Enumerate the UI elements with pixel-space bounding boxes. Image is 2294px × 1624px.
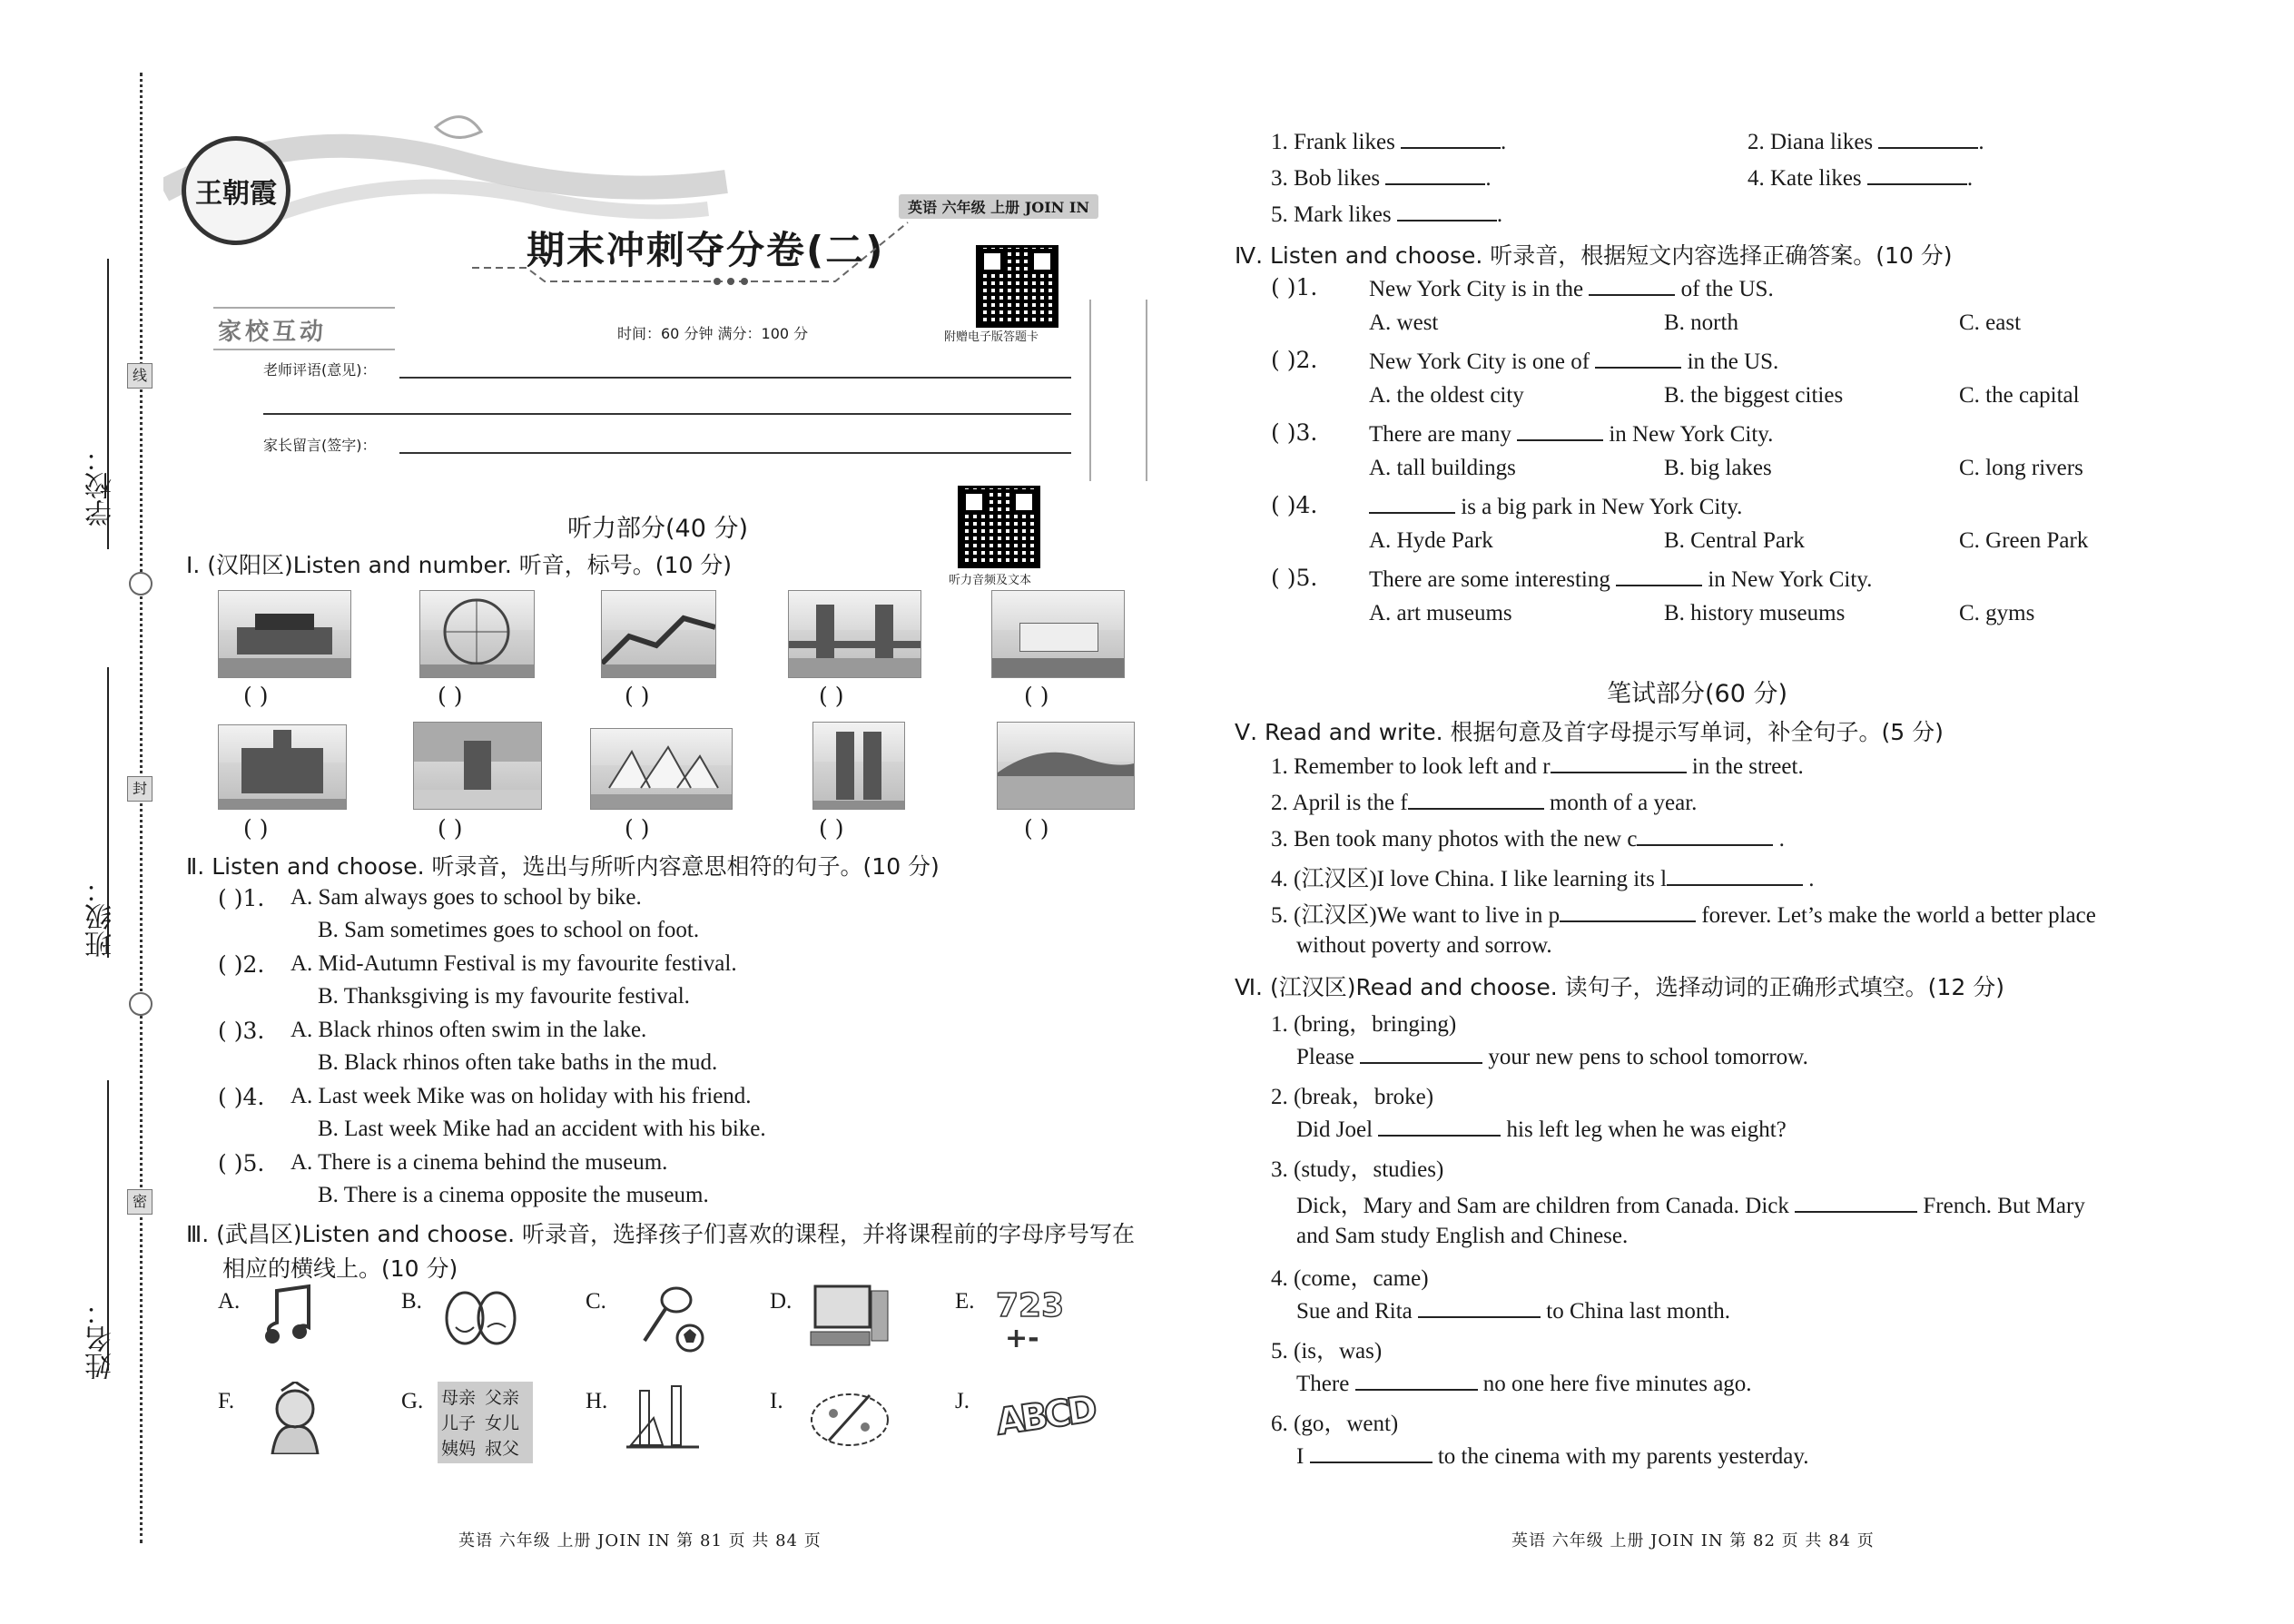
fill-sentence — [1296, 1042, 1808, 1070]
binding-hole — [129, 572, 153, 595]
answer-paren[interactable]: ( ) — [625, 815, 650, 842]
chinese-word: 女儿 — [485, 1413, 520, 1433]
answer-end: . — [1966, 166, 1974, 191]
answer-blank[interactable] — [1369, 492, 1455, 514]
answer-line — [1271, 127, 1506, 155]
answer-paren[interactable]: ( ) — [1024, 815, 1049, 842]
binding-tag: 封 — [127, 776, 153, 802]
sentence-start: 1. Remember to look left and r — [1271, 754, 1551, 779]
svg-text:+-: +- — [1005, 1323, 1039, 1354]
choice-number[interactable]: ( )5. — [218, 1150, 265, 1176]
verb-options: 3. (study，studies) — [1271, 1157, 1444, 1182]
answer-paren[interactable]: ( ) — [438, 815, 463, 842]
sentence-start: 3. Ben took many photos with the new c — [1271, 827, 1638, 851]
answer-label: 4. Kate likes — [1748, 166, 1862, 191]
faces-icon — [438, 1282, 525, 1354]
binding-tag: 密 — [127, 1189, 153, 1215]
sentence-end: . — [1808, 867, 1815, 891]
question-part: There are some interesting — [1369, 567, 1610, 592]
answer-blank[interactable] — [1355, 1369, 1478, 1391]
option-b: B. Black rhinos often take baths in the mud. — [318, 1050, 718, 1075]
chinese-word: 姨妈 — [441, 1439, 477, 1459]
option-letter: A. — [218, 1289, 241, 1314]
question-part: New York City is in the — [1369, 277, 1584, 301]
sentence-end: . — [1778, 827, 1785, 851]
option-c: C. long rivers — [1959, 456, 2083, 480]
chinese-word: 父亲 — [485, 1388, 520, 1408]
verb-options: 6. (go，went) — [1271, 1412, 1399, 1436]
fill-sentence-continued: without poverty and sorrow. — [1296, 933, 1552, 958]
section-3-title-line2: 相应的横线上。(10 分) — [222, 1255, 458, 1282]
option-a: A. west — [1369, 310, 1439, 335]
teacher-comment-label: 老师评语(意见)： — [263, 361, 377, 379]
binding-tag: 线 — [127, 363, 153, 389]
writing-heading: 笔试部分(60 分) — [1607, 680, 1788, 708]
subject-tag: 英语 六年级 上册 JOIN IN — [899, 194, 1098, 219]
choice-number[interactable]: ( )3. — [1271, 419, 1318, 446]
sentence-end: in the street. — [1691, 754, 1804, 779]
answer-blank[interactable] — [1616, 565, 1702, 586]
answer-blank[interactable] — [1408, 788, 1544, 810]
fill-sentence — [1296, 1187, 2085, 1220]
answer-sheet-qr-code[interactable] — [976, 245, 1058, 328]
question — [1369, 347, 1778, 375]
option-b: B. north — [1664, 310, 1738, 335]
photo-skyscrapers — [812, 722, 905, 810]
answer-blank[interactable] — [1360, 1042, 1482, 1064]
question — [1369, 274, 1774, 302]
question — [1369, 565, 1872, 593]
chinese-word: 母亲 — [441, 1388, 477, 1408]
answer-blank[interactable] — [1867, 163, 1967, 185]
sentence-start: 2. April is the f — [1271, 791, 1408, 815]
option-b: B. the biggest cities — [1664, 383, 1844, 408]
answer-end: . — [1496, 202, 1503, 227]
photo-forbidden-city — [218, 590, 351, 678]
photo-park-statue — [413, 722, 542, 810]
question-part: in New York City. — [1609, 422, 1774, 447]
photo-opera-house — [590, 728, 733, 810]
time-info: 时间：60 分钟 满分：100 分 — [617, 325, 809, 342]
answer-paren[interactable]: ( ) — [438, 683, 463, 709]
section-2-title: Ⅱ. Listen and choose. 听录音，选出与所听内容意思相符的句子。(10 分) — [186, 853, 940, 880]
section-5-title: Ⅴ. Read and write. 根据句意及首字母提示写单词，补全句子。(5 分) — [1235, 719, 1944, 745]
abcd-text: ABCD — [993, 1388, 1097, 1444]
answer-label: 2. Diana likes — [1748, 130, 1874, 154]
answer-blank[interactable] — [1560, 901, 1696, 922]
question-part: New York City is one of — [1369, 349, 1590, 374]
binding-hole — [129, 992, 153, 1016]
verb-options: 4. (come，came) — [1271, 1266, 1429, 1291]
choice-number[interactable]: ( )2. — [1271, 347, 1318, 373]
chinese-word: 儿子 — [441, 1413, 477, 1433]
answer-blank[interactable] — [1401, 127, 1501, 149]
option-b: B. Central Park — [1664, 528, 1805, 553]
publisher-logo — [182, 136, 290, 245]
answer-label: 3. Bob likes — [1271, 166, 1381, 191]
option-letter: F. — [218, 1389, 235, 1413]
answer-blank[interactable] — [1667, 864, 1803, 886]
qr2-caption: 听力音频及文本 — [949, 574, 1032, 587]
listening-heading: 听力部分(40 分) — [567, 515, 749, 543]
question — [1369, 492, 1742, 520]
page-title: 期末冲刺夺分卷(二) — [527, 228, 885, 272]
photo-tower-bridge — [788, 590, 921, 678]
chinese-words-icon — [438, 1382, 533, 1463]
option-a: A. the oldest city — [1369, 383, 1524, 408]
option-b: B. big lakes — [1664, 456, 1772, 480]
question — [1369, 419, 1773, 448]
binding-dotted-line — [140, 73, 143, 1543]
option-letter: D. — [770, 1289, 793, 1314]
numbers-icon — [991, 1282, 1078, 1354]
art-palette-icon — [806, 1382, 893, 1454]
option-a: A. There is a cinema behind the museum. — [290, 1150, 668, 1175]
photo-ferris-wheel — [419, 590, 535, 678]
fill-sentence — [1271, 861, 1815, 893]
header-frame-right — [1089, 300, 1147, 481]
question-part: in the US. — [1687, 349, 1779, 374]
verb-options: 1. (bring，bringing) — [1271, 1012, 1457, 1037]
photo-cathedral — [218, 724, 347, 810]
option-letter: E. — [955, 1289, 975, 1314]
sentence-start: Please — [1296, 1045, 1354, 1069]
sentence-end: to the cinema with my parents yesterday. — [1437, 1444, 1809, 1469]
answer-end: . — [1978, 130, 1984, 154]
option-b: B. history museums — [1664, 601, 1846, 625]
option-a: A. Sam always goes to school by bike. — [290, 885, 642, 910]
chinese-word: 叔父 — [485, 1439, 520, 1459]
option-letter: B. — [401, 1289, 422, 1314]
school-label: 学校： — [85, 445, 117, 527]
option-a: A. Hyde Park — [1369, 528, 1493, 553]
answer-paren[interactable]: ( ) — [819, 683, 844, 709]
sentence-start: I — [1296, 1444, 1305, 1469]
sports-balls-icon — [622, 1282, 709, 1354]
answer-paren[interactable]: ( ) — [243, 815, 269, 842]
sentence-end: French. But Mary — [1923, 1194, 2085, 1218]
choice-number[interactable]: ( )5. — [1271, 565, 1318, 591]
name-label: 姓名： — [85, 1298, 117, 1380]
answer-blank[interactable] — [1878, 127, 1978, 149]
answer-line — [1271, 200, 1502, 228]
page-footer-left: 英语 六年级 上册 JOIN IN 第 81 页 共 84 页 — [458, 1531, 822, 1550]
home-school-label: 家校互动 — [218, 319, 328, 346]
verb-options: 5. (is，was) — [1271, 1339, 1383, 1363]
option-a: A. Last week Mike was on holiday with his friend. — [290, 1084, 752, 1108]
answer-paren[interactable]: ( ) — [819, 815, 844, 842]
sentence-end: no one here five minutes ago. — [1482, 1372, 1752, 1396]
option-a: A. Mid-Autumn Festival is my favourite festival. — [290, 951, 737, 976]
option-letter: I. — [770, 1389, 783, 1413]
question-part: is a big park in New York City. — [1461, 495, 1743, 519]
answer-end: . — [1485, 166, 1492, 191]
option-c: C. gyms — [1959, 601, 2035, 625]
fill-sentence — [1271, 788, 1697, 816]
sentence-start: Did Joel — [1296, 1117, 1373, 1142]
answer-blank[interactable] — [1397, 200, 1497, 221]
listening-audio-qr-code[interactable] — [958, 486, 1040, 568]
answer-blank[interactable] — [1637, 824, 1773, 846]
sentence-end: to China last month. — [1546, 1299, 1731, 1324]
answer-line — [1748, 163, 1973, 192]
fill-sentence — [1271, 752, 1804, 780]
answer-paren[interactable]: ( ) — [243, 683, 269, 709]
binding-strip — [0, 0, 154, 1624]
photo-white-house — [991, 590, 1125, 678]
answer-blank[interactable] — [1551, 752, 1687, 773]
fill-sentence-continued: and Sam study English and Chinese. — [1296, 1224, 1629, 1248]
qr1-caption: 附赠电子版答题卡 — [944, 330, 1039, 344]
answer-label: 1. Frank likes — [1271, 130, 1395, 154]
option-a: A. art museums — [1369, 601, 1512, 625]
section-4-title: Ⅳ. Listen and choose. 听录音，根据短文内容选择正确答案。(10 分) — [1235, 242, 1953, 269]
option-c: C. Green Park — [1959, 528, 2089, 553]
fill-sentence — [1296, 1442, 1809, 1470]
option-letter: J. — [955, 1389, 970, 1413]
music-notes-icon — [254, 1282, 341, 1354]
sentence-end: forever. Let’s make the world a better place — [1701, 903, 2096, 928]
teacher-comment-line[interactable] — [399, 377, 1071, 379]
page-footer-right: 英语 六年级 上册 JOIN IN 第 82 页 共 84 页 — [1511, 1531, 1875, 1550]
choice-number[interactable]: ( )4. — [1271, 492, 1318, 518]
answer-blank[interactable] — [1385, 163, 1485, 185]
fill-sentence — [1296, 1369, 1752, 1397]
home-school-frame — [213, 307, 395, 350]
answer-blank[interactable] — [1589, 274, 1675, 296]
photo-lake-hill — [997, 722, 1135, 810]
option-b: B. Sam sometimes goes to school on foot. — [318, 918, 700, 942]
computer-icon — [806, 1282, 893, 1354]
answer-blank[interactable] — [1418, 1296, 1541, 1318]
sentence-start: Sue and Rita — [1296, 1299, 1413, 1324]
photo-great-wall — [601, 590, 716, 678]
answer-paren[interactable]: ( ) — [625, 683, 650, 709]
fill-sentence — [1271, 824, 1785, 852]
choice-number[interactable]: ( )2. — [218, 951, 265, 978]
answer-blank[interactable] — [1795, 1191, 1917, 1213]
sentence-start: 4. (江汉区)I love China. I like learning its l — [1271, 867, 1668, 891]
teacher-comment-line[interactable] — [263, 413, 1071, 415]
answer-blank[interactable] — [1517, 419, 1603, 441]
chinese-doll-icon — [254, 1382, 341, 1454]
answer-blank[interactable] — [1378, 1115, 1501, 1137]
question-part: There are many — [1369, 422, 1511, 447]
sentence-end: month of a year. — [1549, 791, 1698, 815]
sentence-start: 5. (江汉区)We want to live in p — [1271, 903, 1561, 928]
question-part: of the US. — [1680, 277, 1774, 301]
option-c: C. east — [1959, 310, 2022, 335]
science-lab-icon — [622, 1382, 709, 1454]
choice-number[interactable]: ( )3. — [218, 1018, 265, 1044]
choice-number[interactable]: ( )1. — [1271, 274, 1318, 300]
fill-sentence — [1271, 897, 2096, 930]
option-c: C. the capital — [1959, 383, 2080, 408]
class-label: 班级： — [85, 876, 117, 958]
answer-paren[interactable]: ( ) — [1024, 683, 1049, 709]
option-b: B. Thanksgiving is my favourite festival. — [318, 984, 690, 1009]
option-b: B. There is a cinema opposite the museum. — [318, 1183, 709, 1207]
sentence-start: There — [1296, 1372, 1350, 1396]
section-3-title-line1: Ⅲ. (武昌区)Listen and choose. 听录音，选择孩子们喜欢的课程，并将课程前的字母序号写在 — [186, 1221, 1135, 1247]
answer-label: 5. Mark likes — [1271, 202, 1392, 227]
logo-text: 王朝霞 — [195, 178, 277, 210]
section-1-title: Ⅰ. (汉阳区)Listen and number. 听音，标号。(10 分) — [186, 552, 733, 578]
fill-sentence — [1296, 1115, 1787, 1143]
option-b: B. Last week Mike had an accident with his bike. — [318, 1117, 766, 1141]
answer-end: . — [1501, 130, 1507, 154]
option-letter: H. — [586, 1389, 608, 1413]
title-decoration-dashed — [472, 213, 926, 286]
question-part: in New York City. — [1708, 567, 1873, 592]
option-a: A. Black rhinos often swim in the lake. — [290, 1018, 647, 1042]
option-letter: C. — [586, 1289, 606, 1314]
option-a: A. tall buildings — [1369, 456, 1516, 480]
sentence-end: your new pens to school tomorrow. — [1488, 1045, 1808, 1069]
answer-line — [1271, 163, 1492, 192]
verb-options: 2. (break，broke) — [1271, 1085, 1434, 1109]
svg-text:723: 723 — [996, 1287, 1065, 1324]
parent-comment-label: 家长留言(签字)： — [263, 437, 377, 454]
answer-line — [1748, 127, 1984, 155]
abcd-letters-icon — [991, 1382, 1097, 1454]
section-6-title: Ⅵ. (江汉区)Read and choose. 读句子，选择动词的正确形式填空。(12 分) — [1235, 974, 2004, 1000]
choice-number[interactable]: ( )4. — [218, 1084, 265, 1110]
answer-blank[interactable] — [1595, 347, 1681, 369]
fill-sentence — [1296, 1296, 1730, 1324]
parent-comment-line[interactable] — [399, 452, 1071, 454]
answer-blank[interactable] — [1310, 1442, 1433, 1463]
sentence-end: his left leg when he was eight? — [1506, 1117, 1787, 1142]
sentence-start: Dick，Mary and Sam are children from Canada. Dick — [1296, 1194, 1789, 1218]
choice-number[interactable]: ( )1. — [218, 885, 265, 911]
option-letter: G. — [401, 1389, 424, 1413]
